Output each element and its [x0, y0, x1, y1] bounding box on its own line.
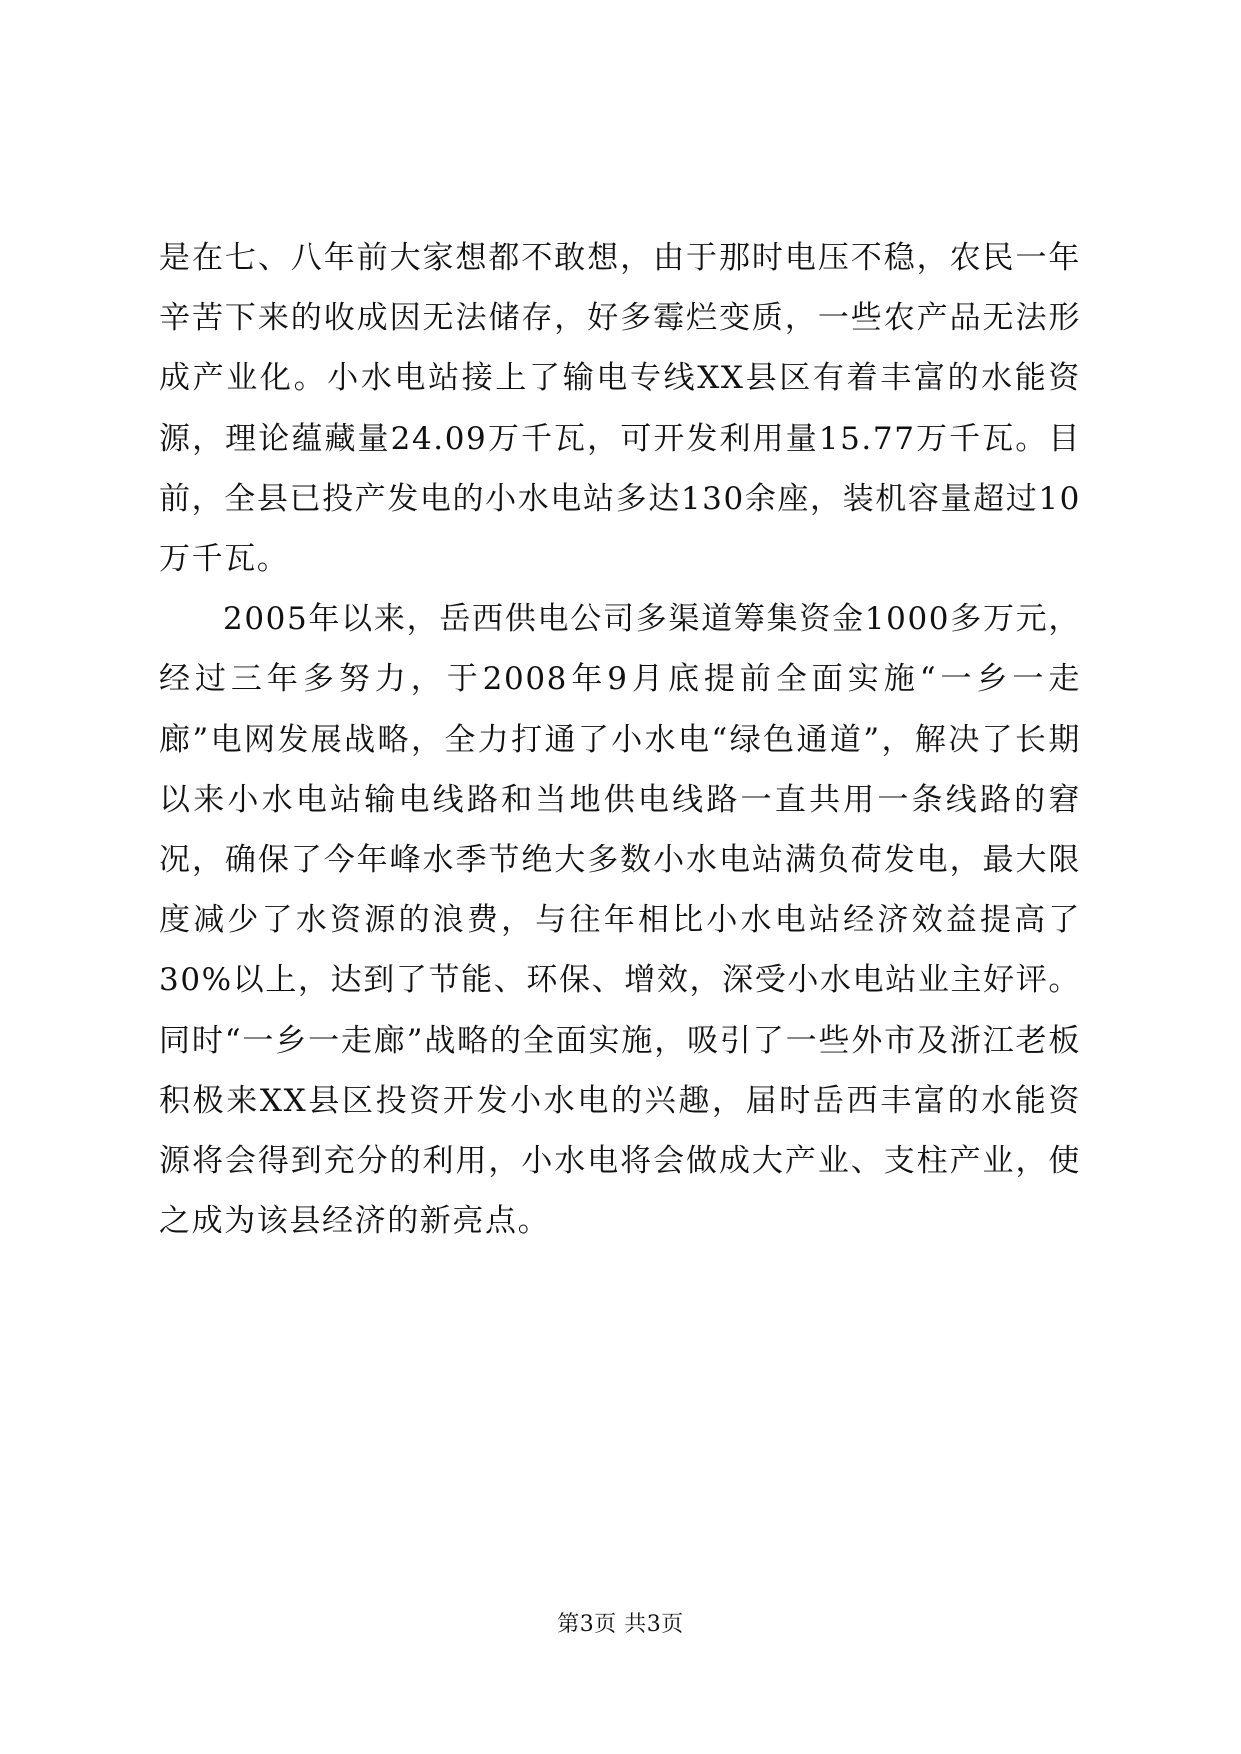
body-text — [159, 228, 1081, 1251]
page-number-footer: 第3页 共3页 — [557, 1612, 684, 1637]
paragraph-2005-power-supply: 2005年以来，岳西供电公司多渠道筹集资金1000多万元，经过三年多努力，于2008年9月底提前全面实施“一乡一走廊”电网发展战略，全力打通了小水电“绿色通道”，解决了长期以来小水电站输电线路和当地供电线路一直共用一条线路的窘况，确保了今年峰水季节绝大多数小水电站满负荷发电，最大限度减少了水资源的浪费，与往年相比小水电站经济效益提高了30%以上，达到了节能、环保、增效，深受小水电站业主好评。同时“一乡一走廊”战略的全面实施，吸引了一些外市及浙江老板积极来XX县区投资开发小水电的兴趣，届时岳西丰富的水能资源将会得到充分的利用，小水电将会做成大产业、支柱产业，使之成为该县经济的新亮点。 — [159, 601, 1081, 1240]
paragraph-continuation: 是在七、八年前大家想都不敢想，由于那时电压不稳，农民一年辛苦下来的收成因无法储存，好多霉烂变质，一些农产品无法形成产业化。小水电站接上了输电专线XX县区有着丰富的水能资源，理论蕴藏量24.09万千瓦，可开发利用量15.77万千瓦。目前，全县已投产发电的小水电站多达130余座，装机容量超过10万千瓦。 — [159, 240, 1081, 578]
